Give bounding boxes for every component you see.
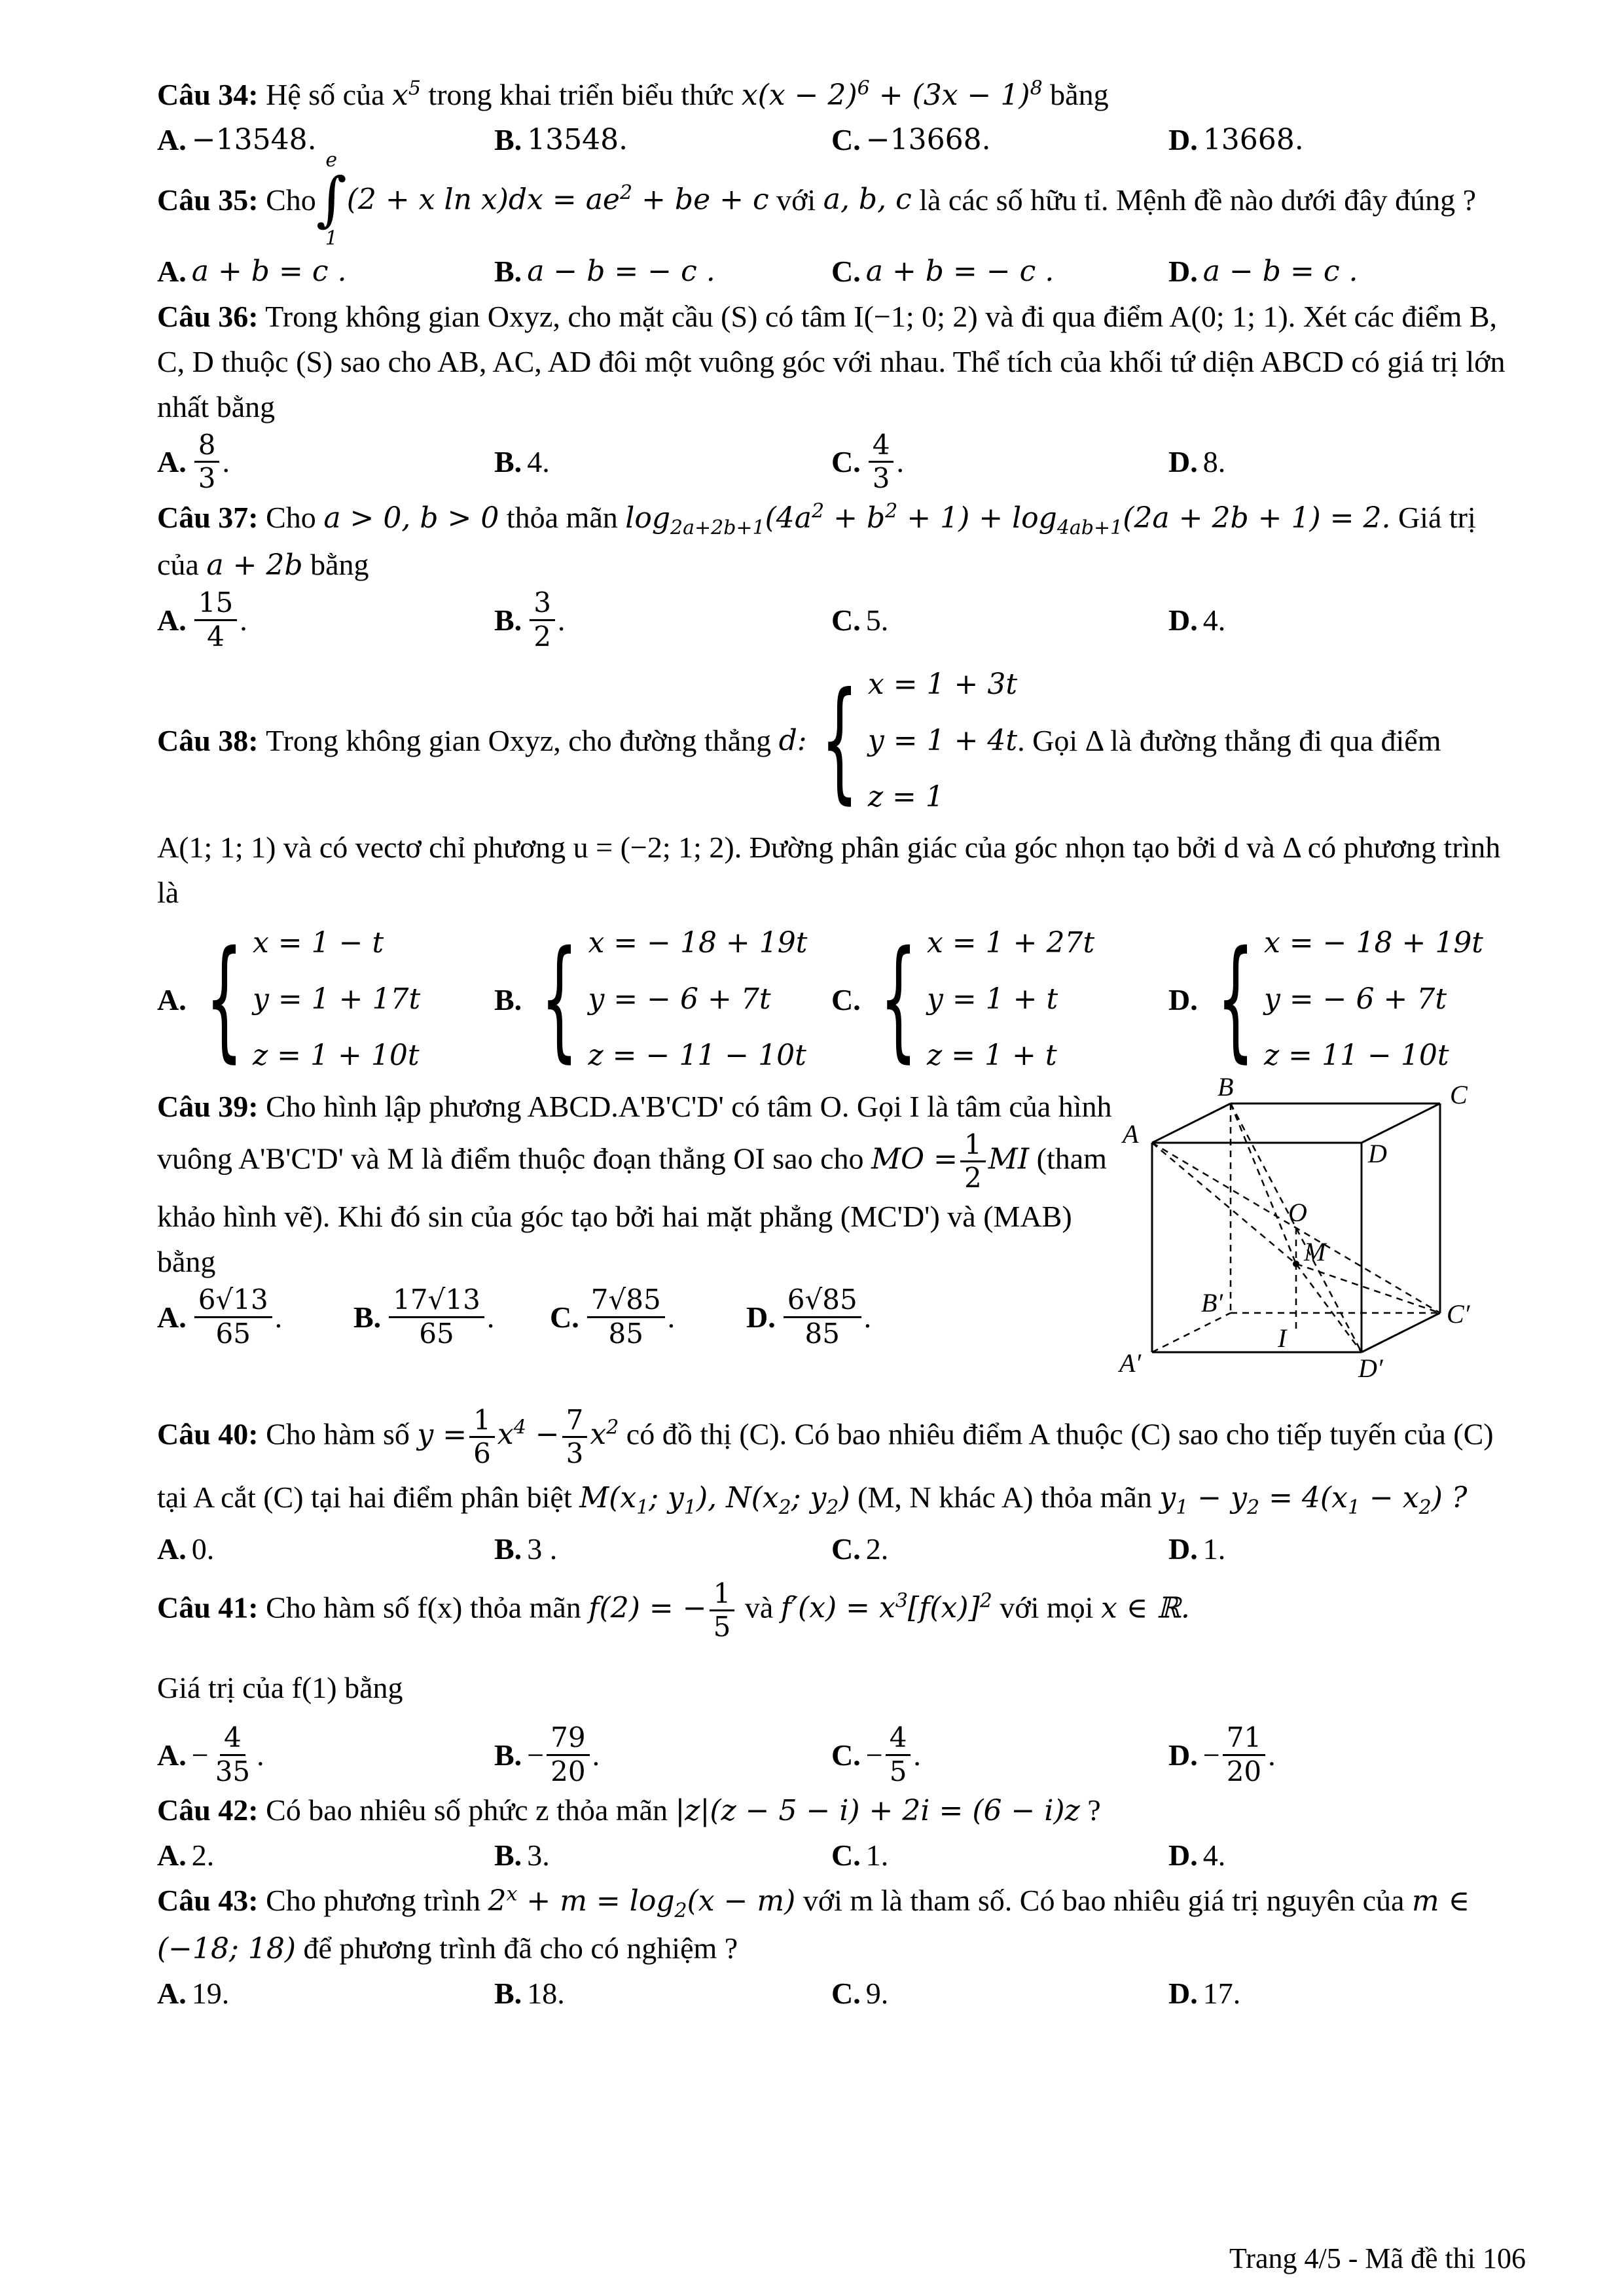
label-D-prime: D′ (1358, 1353, 1383, 1383)
equation-system: { x = 1 + 3t y = 1 + 4t z = 1 (820, 664, 1018, 817)
math-condition: a > 0, b > 0 (323, 501, 499, 535)
cube-figure (1113, 1077, 1519, 1405)
question-text: Hệ số của (266, 78, 385, 111)
option-b[interactable]: B. a − b = − c . (494, 254, 715, 288)
question-34 (157, 72, 1525, 156)
label-C-prime: C′ (1447, 1299, 1470, 1329)
math-expression: $x(x - 2)^6 + (3x - 1)^8$ (741, 77, 1043, 112)
option-c[interactable]: C. −13668. (831, 122, 991, 156)
option-d[interactable]: D. 4. (1168, 603, 1226, 637)
option-a[interactable]: A. 2. (157, 1838, 215, 1872)
option-d[interactable]: D. a − b = c . (1168, 254, 1358, 288)
label-O: O (1288, 1197, 1307, 1227)
integral-sign: e ∫ 1 (316, 149, 347, 250)
option-d[interactable]: D. $\frac{6√85}{85}$ . (746, 1283, 872, 1350)
option-b[interactable]: B. − $\frac{79}{20}$ . (494, 1721, 600, 1787)
answer-options (157, 1833, 1506, 1878)
option-c[interactable]: C. $\frac{4}{3}$ . (831, 429, 904, 495)
option-d[interactable]: D. 17. (1168, 1976, 1241, 2010)
answer-options (157, 587, 1506, 653)
option-b[interactable]: B. 13548. (494, 122, 628, 156)
option-a[interactable]: A. a + b = c . (157, 254, 347, 288)
question-label: Câu 39: (157, 1089, 259, 1123)
exam-page (157, 72, 1525, 2016)
answer-options (157, 1284, 1113, 1350)
question-text: bằng (1050, 78, 1109, 111)
label-B-prime: B′ (1201, 1287, 1223, 1318)
question-41: Câu 41: Cho hàm số f(x) thỏa mãn f(2) = − $\frac{1}{5}$ và $f'(x) = x^3[f(x)]^2$ với mọi x ∈ ℝ. Giá trị của f(1) bằng A. − $\frac{4}{35}$ . B. − $\frac{79}{20}$ . C. − $\frac{4}{5}$ . D. − $\frac{71}{20}$ . (157, 1578, 1525, 1787)
option-c[interactable]: C. $\frac{7√85}{85}$ . (550, 1283, 676, 1350)
question-39: Câu 39: Cho hình lập phương ABCD.A'B'C'D' có tâm O. Gọi I là tâm của hình vuông A'B'C'D' và M là điểm thuộc đoạn thẳng OI sao cho MO = $\frac{1}{2}$ MI (tham khảo hình vẽ). Khi đó sin của góc tạo bởi hai mặt phẳng (MC'D') và (MAB) bằng A. $\frac{6√13}{65}$ . B. $\frac{17√13}{65}$ . C. $\frac{7√85}{85}$ . D. $\frac{6√85}{85}$ . B C A D O M B′ C′ I A′ D′ (157, 1084, 1525, 1405)
question-36 (157, 294, 1525, 495)
math-term: a, b, c (823, 183, 912, 216)
option-a[interactable]: A. { x = 1 − t y = 1 + 17t z = 1 + 10t (157, 923, 421, 1076)
option-d[interactable]: D. 8. (1168, 445, 1226, 479)
label-D: D (1368, 1138, 1387, 1168)
label-M: M (1304, 1236, 1326, 1266)
option-d[interactable]: D. 1. (1168, 1532, 1226, 1566)
question-43: Câu 43: Cho phương trình $2^x + m = \log_2(x - m)$ với m là tham số. Có bao nhiêu giá trị nguyên của m ∈ (−18; 18) để phương trình đã cho có nghiệm ? A. 19. B. 18. C. 9. D. 17. (157, 1878, 1525, 2016)
question-label: Câu 38: (157, 724, 259, 758)
option-c[interactable]: C. 9. (831, 1976, 889, 2010)
label-C: C (1450, 1079, 1468, 1109)
question-label: Câu 43: (157, 1883, 259, 1917)
option-b[interactable]: B. $\frac{17√13}{65}$ . (353, 1283, 495, 1350)
option-a[interactable]: A. −13548. (157, 122, 317, 156)
option-a[interactable]: A. $\frac{6√13}{65}$ . (157, 1283, 283, 1350)
question-37: Câu 37: Cho a > 0, b > 0 thỏa mãn $\log_{2a+2b+1}(4a^2 + b^2 + 1) + \log_{4ab+1}(2a + 2b + 1) = 2$. Giá trị của a + 2b bằng A. $\frac{15}{4}$ . B. $\frac{3}{2}$ . C. 5. D. 4. (157, 495, 1525, 653)
option-c[interactable]: C. { x = 1 + 27t y = 1 + t z = 1 + t (831, 923, 1095, 1076)
question-38: Câu 38: Trong không gian Oxyz, cho đường thẳng d: { x = 1 + 3t y = 1 + 4t z = 1 . Gọi Δ là đường thẳng đi qua điểm A(1; 1; 1) và có vectơ chỉ phương u = (−2; 1; 2). Đường phân giác của góc nhọn tạo bởi d và Δ có phương trình là A. { x = 1 − t y = 1 + 17t z = 1 + 10t B. { x = − 18 + 19t y = − 6 + 7t z = − 11 − 10t C. { x = 1 + 27t y = 1 + t z = 1 + t D. { x = − 18 + 19t y = − 6 + 7t z = 11 − 10t (157, 656, 1525, 1084)
option-a[interactable]: A. − $\frac{4}{35}$ . (157, 1721, 264, 1787)
label-B: B (1218, 1077, 1234, 1102)
answer-options (157, 1526, 1506, 1571)
question-40: Câu 40: Cho hàm số y = $\frac{1}{6}$ $x^4$ − $\frac{7}{3}$ $x^2$ có đồ thị (C). Có bao nhiêu điểm A thuộc (C) sao cho tiếp tuyến của (C) tại A cắt (C) tại hai điểm phân biệt $M(x_1$; $y_1$), $N(x_2$; $y_2$) (M, N khác A) thỏa mãn $y_1 - y_2 = 4(x_1 - x_2)$ ? A. 0. B. 3 . C. 2. D. 1. (157, 1405, 1525, 1571)
option-b[interactable]: B. 18. (494, 1976, 565, 2010)
option-a[interactable]: A. $\frac{8}{3}$ . (157, 429, 230, 495)
option-d[interactable]: D. − $\frac{71}{20}$ . (1168, 1721, 1276, 1787)
option-d[interactable]: D. 4. (1168, 1838, 1226, 1872)
answer-options (157, 429, 1506, 495)
option-b[interactable]: B. 3 . (494, 1532, 558, 1566)
math-expression: $\log_{2a+2b+1}(4a^2 + b^2 + 1) + \log_{4ab+1}(2a + 2b + 1) = 2$. (625, 499, 1391, 539)
question-label: Câu 34: (157, 78, 259, 111)
question-label: Câu 40: (157, 1417, 259, 1451)
question-label: Câu 37: (157, 500, 259, 534)
option-a[interactable]: A. $\frac{15}{4}$ . (157, 586, 247, 653)
question-label: Câu 42: (157, 1793, 259, 1827)
question-35 (157, 151, 1525, 294)
math-expression: (2 + x $\ln x)dx = ae^2$ + be + c (346, 181, 769, 217)
answer-options (157, 1971, 1506, 2016)
question-text: với (776, 183, 816, 217)
option-d[interactable]: D. 13668. (1168, 122, 1304, 156)
label-I: I (1278, 1323, 1287, 1353)
question-label: Câu 36: (157, 300, 259, 333)
page-footer: Trang 4/5 - Mã đề thi 106 (1229, 2242, 1526, 2274)
option-c[interactable]: C. a + b = − c . (831, 254, 1055, 288)
option-a[interactable]: A. 19. (157, 1976, 230, 2010)
answer-options (157, 249, 1506, 294)
question-label: Câu 41: (157, 1590, 259, 1624)
option-a[interactable]: A. 0. (157, 1532, 215, 1566)
math-term: $x^5$ (392, 77, 421, 112)
label-A-prime: A′ (1119, 1348, 1142, 1378)
question-text: A(1; 1; 1) và có vectơ chỉ phương u = (−2; 1; 2). Đường phân giác của góc nhọn tạo bởi d và Δ có phương trình là (157, 831, 1501, 910)
question-text: là các số hữu tỉ. Mệnh đề nào dưới đây đúng ? (919, 183, 1477, 217)
option-b[interactable]: B. 3. (494, 1838, 550, 1872)
question-text: trong khai triển biểu thức (428, 78, 734, 111)
label-A: A (1123, 1119, 1139, 1149)
option-c[interactable]: C. − $\frac{4}{5}$ . (831, 1721, 921, 1787)
option-c[interactable]: C. 1. (831, 1838, 889, 1872)
question-text: Giá trị của f(1) bằng (157, 1671, 403, 1705)
question-label: Câu 35: (157, 183, 259, 217)
option-b[interactable]: B. $\frac{3}{2}$ . (494, 586, 566, 653)
question-text: Trong không gian Oxyz, cho mặt cầu (S) có tâm I(−1; 0; 2) và đi qua điểm A(0; 1; 1). Xét các điểm B, C, D thuộc (S) sao cho AB, AC, AD đôi một vuông góc với nhau. Thể tích của khối tứ diện ABCD có giá trị lớn nhất bằng (157, 300, 1506, 423)
option-d[interactable]: D. { x = − 18 + 19t y = − 6 + 7t z = 11 − 10t (1168, 923, 1483, 1076)
option-c[interactable]: C. 5. (831, 603, 889, 637)
option-c[interactable]: C. 2. (831, 1532, 889, 1566)
question-text: Cho (266, 183, 316, 217)
option-b[interactable]: B. 4. (494, 445, 550, 479)
option-b[interactable]: B. { x = − 18 + 19t y = − 6 + 7t z = − 11 − 10t (494, 923, 808, 1076)
answer-options (157, 915, 1506, 1083)
answer-options (157, 1722, 1506, 1787)
question-42: Câu 42: Có bao nhiêu số phức z thỏa mãn |z|(z − 5 − i) + 2i = (6 − i)z ? A. 2. B. 3. C. 1. D. 4. (157, 1787, 1525, 1878)
